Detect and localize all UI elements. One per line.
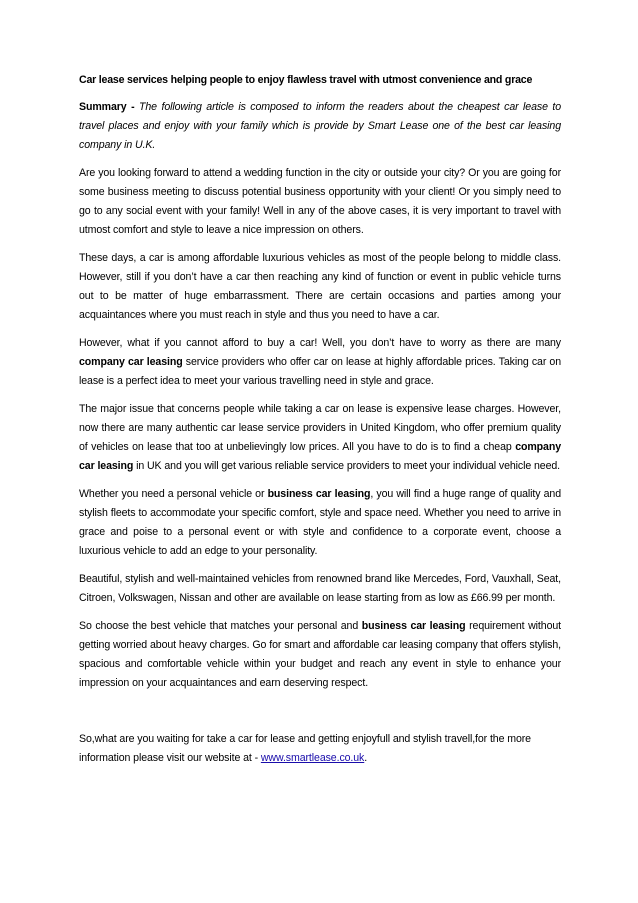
paragraph-3-text-start: However, what if you cannot afford to buy a car! Well, you don’t have to worry as there are many — [79, 337, 561, 349]
paragraph-7-text-start: So choose the best vehicle that matches your personal and — [79, 620, 359, 632]
article-body — [79, 71, 561, 777]
paragraph-5-text-start: Whether you need a personal vehicle or — [79, 488, 265, 500]
closing-paragraph — [79, 730, 561, 768]
summary-paragraph — [79, 98, 561, 155]
paragraph-spacer — [79, 702, 561, 730]
keyword-company-car-leasing: company car leasing — [79, 441, 561, 472]
paragraph-7-text-end: requirement without getting worried about heavy charges. Go for smart and affordable car leasing company that offers stylish, spacious and comfortable vehicle within your budget and reach any event in style to enhance your impression on your acquaintances and earn deserving respect. — [79, 620, 561, 689]
paragraph-1: Are you looking forward to attend a wedding function in the city or outside your city? Or you are going for some business meeting to discuss potential business opportunity with your client! Or you simply need to go to any social event with your family! Well in any of the above cases, it is very important to travel with utmost comfort and style to leave a nice impression on others. — [79, 167, 561, 236]
keyword-business-car-leasing: business car leasing — [361, 620, 466, 632]
summary-label: Summary - — [79, 101, 135, 113]
paragraph-5 — [79, 485, 561, 561]
keyword-company-car-leasing: company car leasing — [79, 356, 183, 368]
paragraph-4 — [79, 400, 561, 476]
paragraph-4-text-end: in UK and you will get various reliable service providers to meet your individual vehicle need. — [136, 460, 560, 472]
paragraph-6: Beautiful, stylish and well-maintained vehicles from renowned brand like Mercedes, Ford, Vauxhall, Seat, Citroen, Volkswagen, Nissan and other are available on lease starting from as low as £66.99 per month. — [79, 573, 561, 604]
paragraph-3-text-end: service providers who offer car on lease at highly affordable prices. Taking car on lease is a perfect idea to meet your various travelling need in style and grace. — [79, 356, 562, 387]
website-link[interactable]: www.smartlease.co.uk — [260, 752, 365, 764]
paragraph-7 — [79, 617, 561, 693]
keyword-business-car-leasing: business car leasing — [267, 488, 371, 500]
article-title: Car lease services helping people to enjoy flawless travel with utmost convenience and grace — [79, 74, 533, 86]
paragraph-2: These days, a car is among affordable luxurious vehicles as most of the people belong to middle class. However, still if you don’t have a car then reaching any kind of function or event in public vehicle turns out to be matter of huge embarrassment. There are certain occasions and parties among your acquaintances where you must reach in style and thus you need to have a car. — [79, 252, 561, 321]
closing-text: So,what are you waiting for take a car for lease and getting enjoyfull and stylish travell,for the more information please visit our website at - — [79, 733, 531, 764]
paragraph-3 — [79, 334, 561, 391]
summary-text: The following article is composed to inform the readers about the cheapest car lease to travel places and enjoy with your family which is provide by Smart Lease one of the best car leasing company in U.K. — [79, 101, 561, 151]
paragraph-5-text-end: , you will find a huge range of quality and stylish fleets to accommodate your specific comfort, style and space need. Whether you need to arrive in grace and poise to a personal event or with style and confidence to a corporate event, choose a luxurious vehicle to add an edge to your personality. — [79, 488, 561, 557]
paragraph-4-text-start: The major issue that concerns people while taking a car on lease is expensive lease charges. However, now there are many authentic car lease service providers in United Kingdom, who offer premium quality of vehicles on lease that too at unbelievingly low prices. All you have to do is to find a cheap — [79, 403, 561, 453]
closing-period: . — [364, 752, 368, 764]
